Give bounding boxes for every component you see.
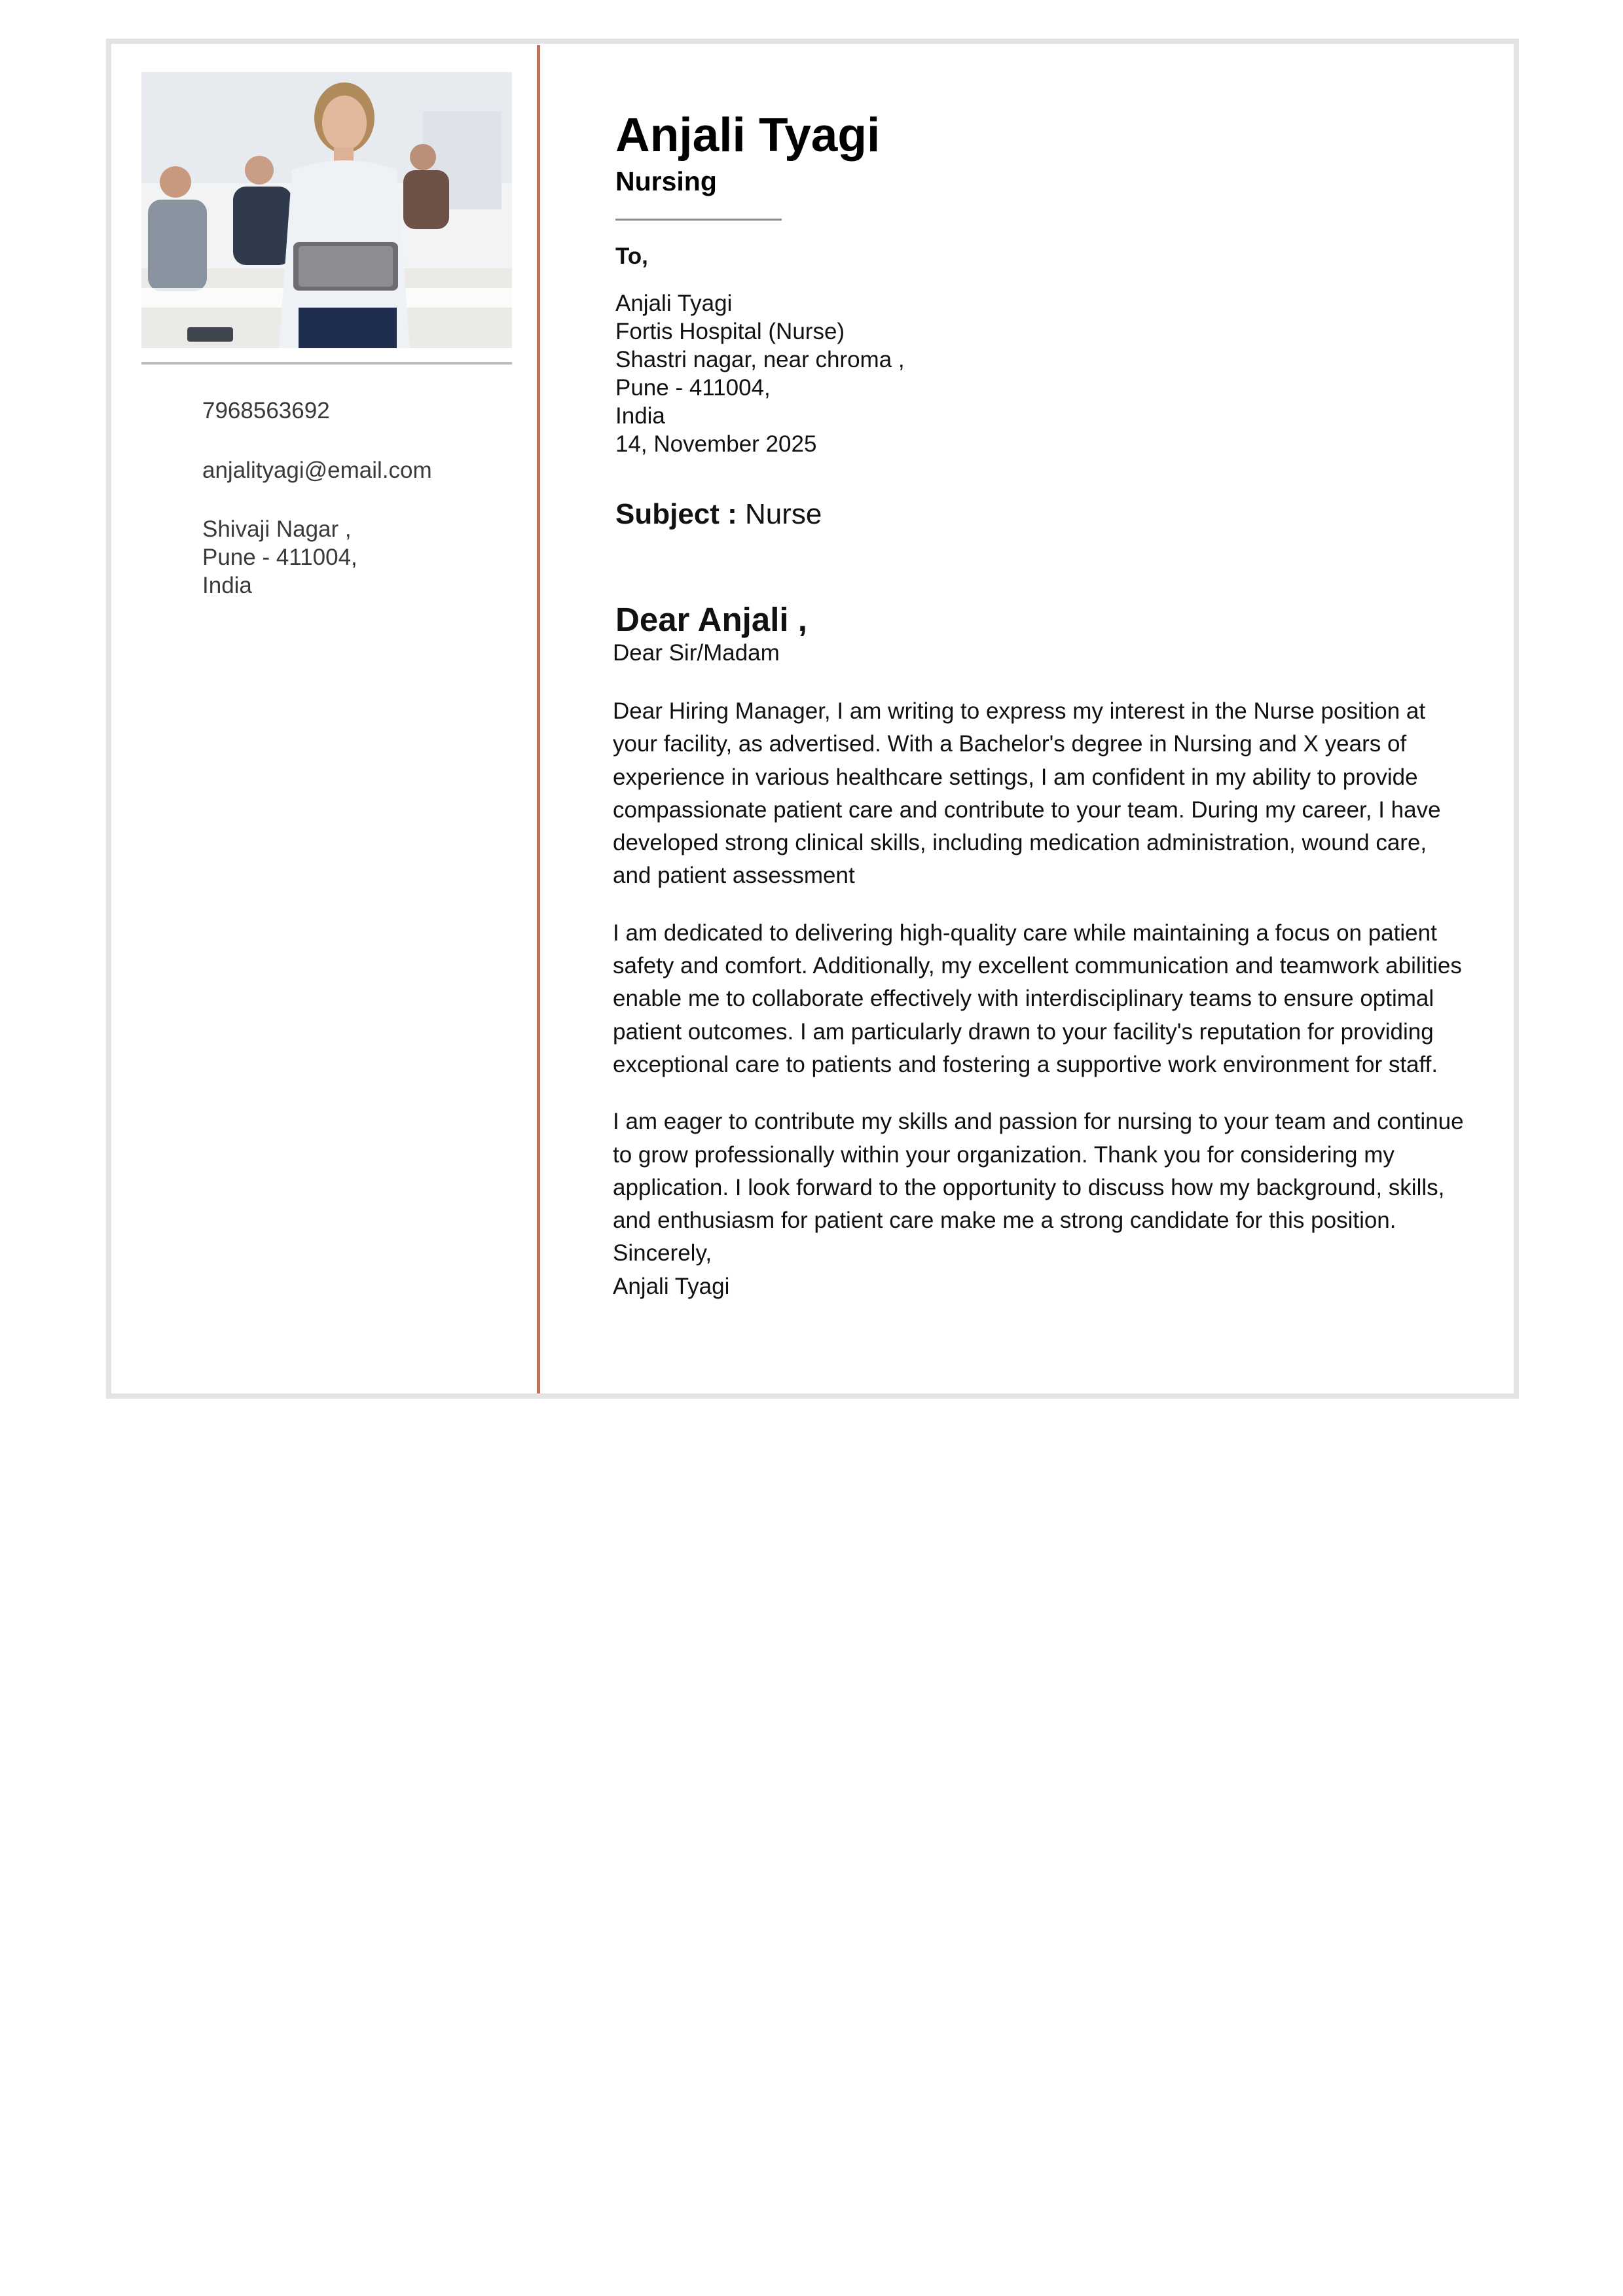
recipient-country: India (615, 403, 665, 429)
paragraph: Dear Hiring Manager, I am writing to express my interest in the Nurse position at your facility, as advertised. With a Bachelor's degree in Nursing and X years of experience in various healthcare settings, I am confident in my ability to provide compassionate patient care and contribute to your team. During my career, I have developed strong clinical skills, including medication administration, wound care, and patient assessment (613, 698, 1441, 889)
paragraph: I am dedicated to delivering high-quality care while maintaining a focus on patient safety and comfort. Additionally, my excellent communication and teamwork abilities enable me to collaborate effectively with interdisciplinary teams to ensure optimal patient outcomes. I am particularly drawn to your facility's reputation for providing exceptional care to patients and fostering a supportive work environment for staff. (613, 920, 1462, 1077)
recipient-name: Anjali Tyagi (615, 291, 733, 316)
recipient-street: Shastri nagar, near chroma , (615, 347, 905, 372)
signature: Anjali Tyagi (613, 1273, 730, 1299)
recipient-block (615, 289, 905, 458)
address-line: India (202, 573, 252, 598)
address-line: Pune - 411004, (202, 545, 357, 570)
contact-email: anjalityagi@email.com (202, 457, 432, 483)
applicant-role: Nursing (615, 166, 717, 196)
profile-photo (141, 72, 512, 348)
letter-date: 14, November 2025 (615, 431, 817, 457)
closing: Sincerely, (613, 1240, 712, 1266)
sidebar (111, 44, 542, 1393)
subject-line (615, 497, 822, 531)
subject-label: Subject : (615, 498, 737, 530)
profile-photo-illustration (141, 72, 512, 348)
subject-value: Nurse (745, 498, 822, 530)
to-label: To, (615, 243, 648, 269)
closing-block (613, 1237, 1464, 1303)
salutation-sub: Dear Sir/Madam (613, 640, 780, 666)
cover-letter-page (106, 39, 1519, 1399)
paragraph: I am eager to contribute my skills and passion for nursing to your team and continue to grow professionally within your organization. Thank you for considering my application. I look forward to the opportunity to discuss how my background, skills, and enthusiasm for patient care make me a strong candidate for this position. (613, 1109, 1464, 1234)
salutation: Dear Anjali , (615, 601, 807, 638)
contact-address (202, 515, 357, 600)
applicant-name: Anjali Tyagi (615, 109, 881, 162)
accent-divider (537, 45, 540, 1393)
recipient-organization: Fortis Hospital (Nurse) (615, 319, 845, 344)
contact-phone: 7968563692 (202, 398, 330, 423)
sidebar-divider (141, 362, 512, 365)
letter-paragraphs (613, 695, 1464, 1303)
recipient-city: Pune - 411004, (615, 375, 771, 401)
address-line: Shivaji Nagar , (202, 516, 352, 542)
title-divider (615, 219, 782, 221)
